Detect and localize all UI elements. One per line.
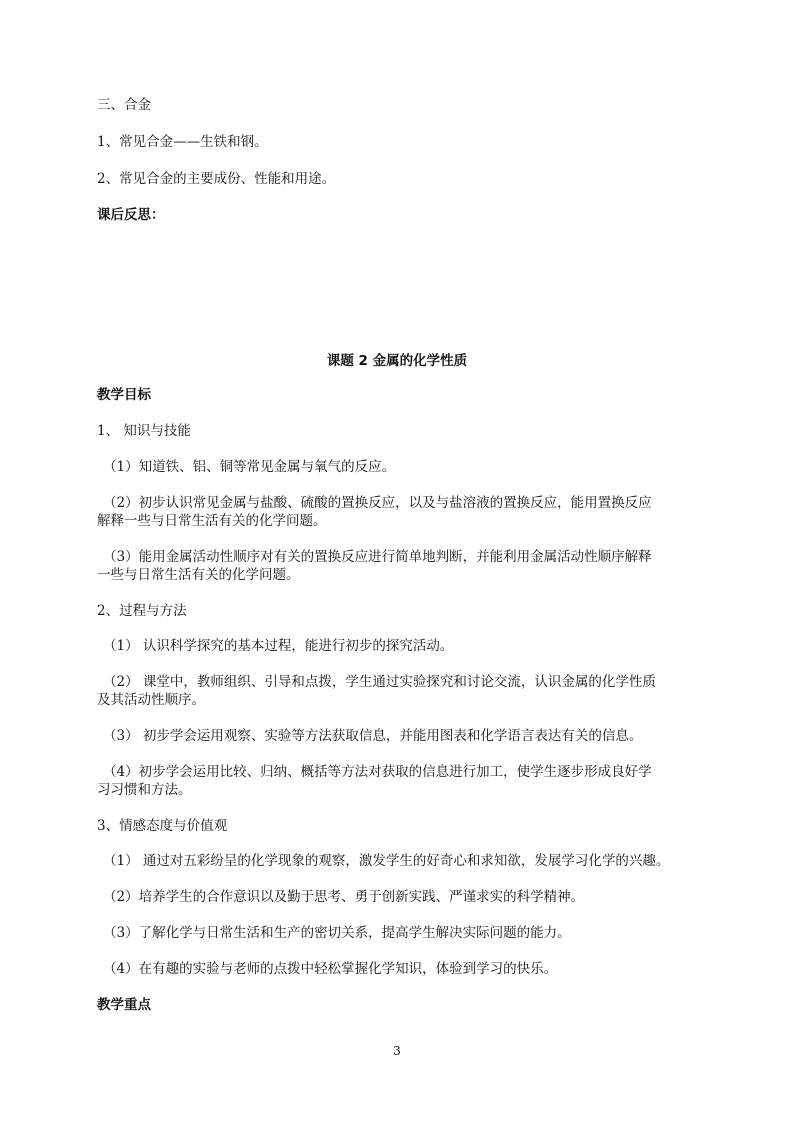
process-item-3: （3） 初步学会运用观察、实验等方法获取信息，并能用图表和化学语言表达有关的信息。 xyxy=(103,728,643,744)
alloy-item-2: 2、常见合金的主要成份、性能和用途。 xyxy=(97,171,336,187)
key-points-heading: 教学重点 xyxy=(97,997,151,1013)
knowledge-heading: 1、 知识与技能 xyxy=(97,423,191,439)
process-item-1: （1） 认识科学探究的基本过程，能进行初步的探究活动。 xyxy=(103,638,454,654)
process-item-4-line1: （4）初步学会运用比较、归纳、概括等方法对获取的信息进行加工，使学生逐步形成良好学 xyxy=(103,764,652,780)
section-heading-alloy: 三、合金 xyxy=(97,97,151,113)
attitude-item-3: （3）了解化学与日常生活和生产的密切关系，提高学生解决实际问题的能力。 xyxy=(103,925,571,941)
lesson-title: 课题 2 金属的化学性质 xyxy=(326,353,468,369)
attitude-heading: 3、情感态度与价值观 xyxy=(97,818,228,834)
process-heading: 2、过程与方法 xyxy=(97,603,187,619)
reflection-heading: 课后反思： xyxy=(97,207,165,223)
page-number: 3 xyxy=(393,1044,401,1058)
attitude-item-1: （1） 通过对五彩纷呈的化学现象的观察，激发学生的好奇心和求知欲，发展学习化学的兴趣。 xyxy=(103,853,670,869)
knowledge-item-1: （1）知道铁、铝、铜等常见金属与氧气的反应。 xyxy=(103,459,396,475)
attitude-item-2: （2）培养学生的合作意识以及勤于思考、勇于创新实践、严谨求实的科学精神。 xyxy=(103,889,585,905)
process-item-2-line2: 及其活动性顺序。 xyxy=(97,692,205,708)
knowledge-item-2-line1: （2）初步认识常见金属与盐酸、硫酸的置换反应，以及与盐溶液的置换反应，能用置换反应 xyxy=(103,495,652,511)
alloy-item-1: 1、常见合金——生铁和钢。 xyxy=(97,134,268,150)
knowledge-item-3-line1: （3）能用金属活动性顺序对有关的置换反应进行简单地判断，并能利用金属活动性顺序解释 xyxy=(103,549,652,565)
process-item-2-line1: （2） 课堂中，教师组织、引导和点拨，学生通过实验探究和讨论交流，认识金属的化学性质 xyxy=(103,674,656,690)
knowledge-item-3-line2: 一些与日常生活有关的化学问题。 xyxy=(97,567,300,583)
process-item-4-line2: 习习惯和方法。 xyxy=(97,782,192,798)
objectives-heading: 教学目标 xyxy=(97,387,151,403)
knowledge-item-2-line2: 解释一些与日常生活有关的化学问题。 xyxy=(97,513,327,529)
attitude-item-4: （4）在有趣的实验与老师的点拨中轻松掌握化学知识，体验到学习的快乐。 xyxy=(103,961,558,977)
